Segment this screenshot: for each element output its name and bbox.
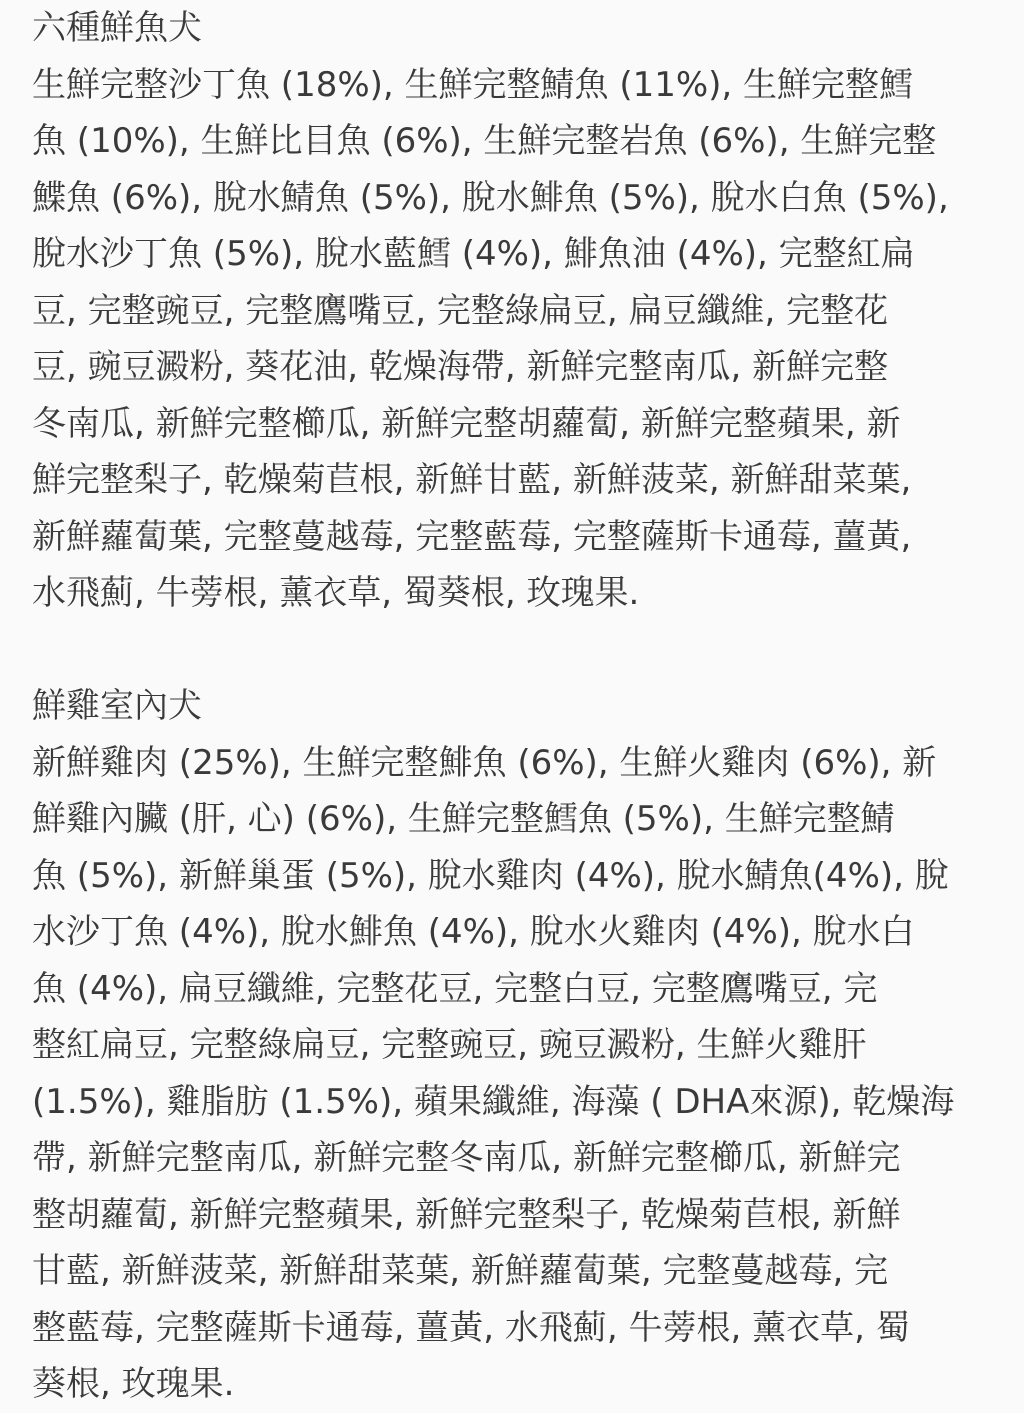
ingredient-list bbox=[32, 735, 1000, 1413]
section-title: 六種鮮魚犬 bbox=[32, 8, 202, 48]
text-line: 鮮雞內臟 (肝, 心) (6%), 生鮮完整鱈魚 (5%), 生鮮完整鯖 bbox=[32, 799, 895, 839]
text-line: 豆, 豌豆澱粉, 葵花油, 乾燥海帶, 新鮮完整南瓜, 新鮮完整 bbox=[32, 347, 889, 387]
text-line: 鮮完整梨子, 乾燥菊苣根, 新鮮甘藍, 新鮮菠菜, 新鮮甜菜葉, bbox=[32, 460, 912, 500]
text-line: (1.5%), 雞脂肪 (1.5%), 蘋果纖維, 海藻 ( DHA來源), 乾燥海 bbox=[32, 1081, 955, 1122]
section-title: 鮮雞室內犬 bbox=[32, 686, 202, 726]
text-line: 豆, 完整豌豆, 完整鷹嘴豆, 完整綠扁豆, 扁豆纖維, 完整花 bbox=[32, 290, 889, 331]
text-line: 魚 (10%), 生鮮比目魚 (6%), 生鮮完整岩魚 (6%), 生鮮完整 bbox=[32, 121, 937, 161]
text-line: 甘藍, 新鮮菠菜, 新鮮甜菜葉, 新鮮蘿蔔葉, 完整蔓越莓, 完 bbox=[32, 1251, 889, 1291]
section-chicken-indoor bbox=[32, 678, 1000, 1413]
text-line: 整紅扁豆, 完整綠扁豆, 完整豌豆, 豌豆澱粉, 生鮮火雞肝 bbox=[32, 1025, 867, 1065]
text-line: 新鮮蘿蔔葉, 完整蔓越莓, 完整藍莓, 完整薩斯卡通莓, 薑黃, bbox=[32, 516, 912, 557]
section-six-fish bbox=[32, 0, 1000, 622]
text-line: 整藍莓, 完整薩斯卡通莓, 薑黃, 水飛薊, 牛蒡根, 薰衣草, 蜀 bbox=[32, 1307, 910, 1348]
text-line: 水飛薊, 牛蒡根, 薰衣草, 蜀葵根, 玫瑰果. bbox=[32, 573, 640, 613]
text-line: 整胡蘿蔔, 新鮮完整蘋果, 新鮮完整梨子, 乾燥菊苣根, 新鮮 bbox=[32, 1194, 901, 1235]
text-line: 鰈魚 (6%), 脫水鯖魚 (5%), 脫水鯡魚 (5%), 脫水白魚 (5%), bbox=[32, 177, 949, 218]
text-line: 帶, 新鮮完整南瓜, 新鮮完整冬南瓜, 新鮮完整櫛瓜, 新鮮完 bbox=[32, 1138, 901, 1178]
text-line: 脫水沙丁魚 (5%), 脫水藍鱈 (4%), 鯡魚油 (4%), 完整紅扁 bbox=[32, 234, 915, 274]
text-line: 魚 (4%), 扁豆纖維, 完整花豆, 完整白豆, 完整鷹嘴豆, 完 bbox=[32, 968, 878, 1009]
section-spacer bbox=[32, 622, 1000, 679]
text-line: 生鮮完整沙丁魚 (18%), 生鮮完整鯖魚 (11%), 生鮮完整鱈 bbox=[32, 64, 914, 105]
text-line: 水沙丁魚 (4%), 脫水鯡魚 (4%), 脫水火雞肉 (4%), 脫水白 bbox=[32, 912, 915, 952]
text-line: 魚 (5%), 新鮮巢蛋 (5%), 脫水雞肉 (4%), 脫水鯖魚(4%), 脫 bbox=[32, 855, 949, 896]
text-line: 葵根, 玫瑰果. bbox=[32, 1364, 235, 1404]
ingredient-list bbox=[32, 57, 1000, 622]
text-line: 冬南瓜, 新鮮完整櫛瓜, 新鮮完整胡蘿蔔, 新鮮完整蘋果, 新 bbox=[32, 403, 901, 444]
ingredients-document bbox=[32, 0, 1000, 1413]
text-line: 新鮮雞肉 (25%), 生鮮完整鯡魚 (6%), 生鮮火雞肉 (6%), 新 bbox=[32, 742, 937, 783]
